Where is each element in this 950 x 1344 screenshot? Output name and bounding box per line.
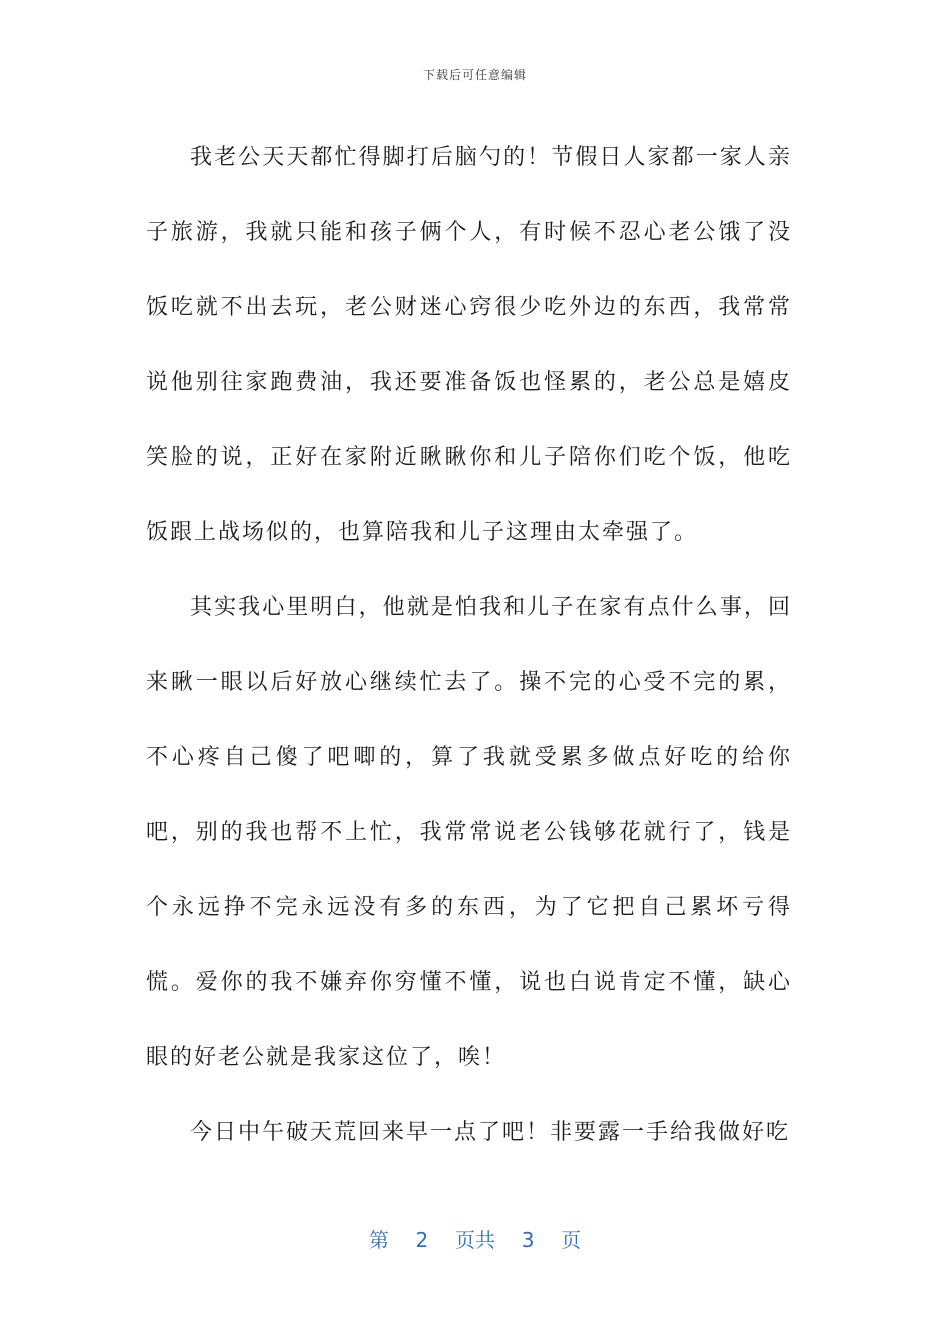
paragraph-3: 今日中午破天荒回来早一点了吧！非要露一手给我做好吃 <box>190 1120 791 1145</box>
document-body <box>146 120 792 1170</box>
footer-middle: 页共 <box>455 1228 495 1252</box>
footer-prefix: 第 <box>368 1228 389 1252</box>
footer-total-pages: 3 <box>521 1228 535 1252</box>
header-text: 下载后可任意编辑 <box>422 68 527 82</box>
paragraph-2: 其实我心里明白，他就是怕我和儿子在家有点什么事，回来瞅一眼以后好放心继续忙去了。操不完的心受不完的累，不心疼自己傻了吧唧的，算了我就受累多做点好吃的给你吧，别的我也帮不上忙，我常常说老公钱够花就行了，钱是个永远挣不完永远没有多的东西，为了它把自己累坏亏得慌。爱你的我不嫌弃你穷懂不懂，说也白说肯定不懂，缺心眼的好老公就是我家这位了，唉！ <box>146 595 792 1070</box>
footer-current-page: 2 <box>415 1228 429 1252</box>
footer-suffix: 页 <box>561 1228 582 1252</box>
paragraph-1: 我老公天天都忙得脚打后脑勺的！节假日人家都一家人亲子旅游，我就只能和孩子俩个人，有时候不忍心老公饿了没饭吃就不出去玩，老公财迷心窍很少吃外边的东西，我常常说他别往家跑费油，我还要准备饭也怪累的，老公总是嬉皮笑脸的说，正好在家附近瞅瞅你和儿子陪你们吃个饭，他吃饭跟上战场似的，也算陪我和儿子这理由太牵强了。 <box>146 145 792 545</box>
page-footer <box>0 1224 950 1253</box>
page-header <box>0 66 950 83</box>
